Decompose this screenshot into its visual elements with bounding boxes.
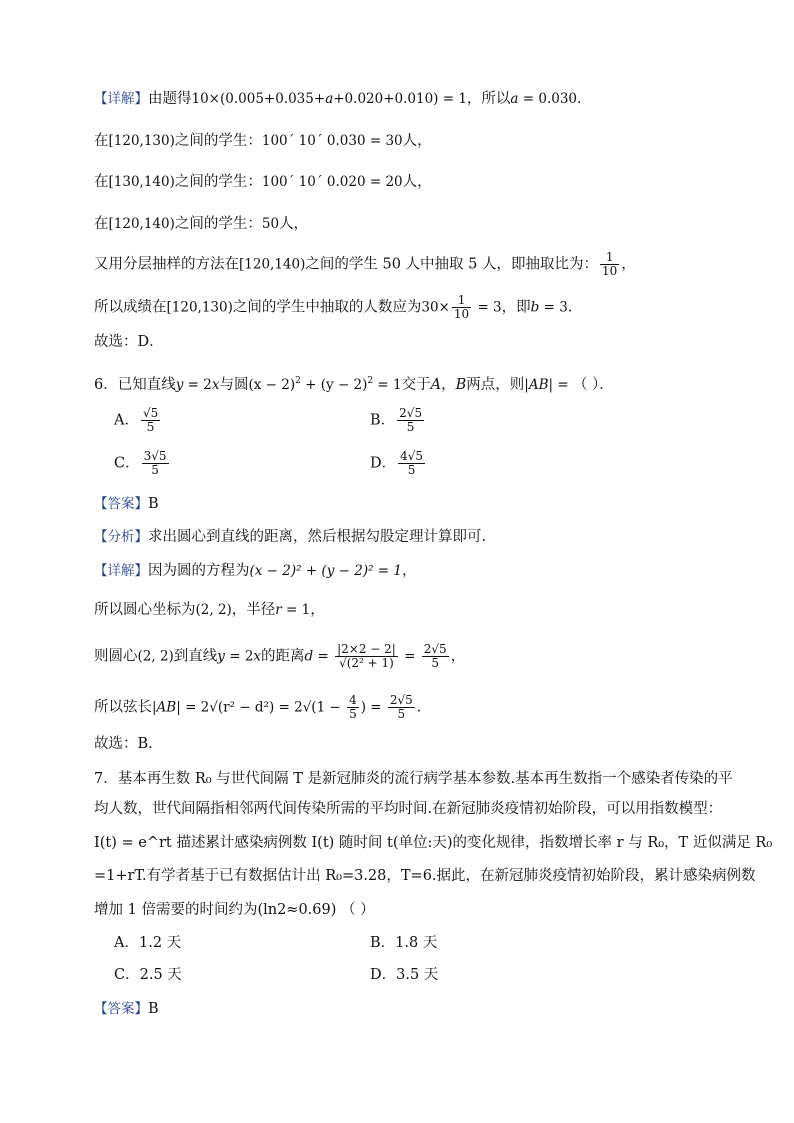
text: 在 (94, 133, 109, 149)
text: 之间的学生： (174, 133, 262, 149)
detail-6-line-2 (94, 599, 325, 621)
detail-6-line-4 (94, 694, 431, 721)
math: 50 (261, 216, 280, 232)
option-text: 1.2 天 (138, 935, 182, 951)
text: ，即 (501, 299, 531, 316)
detail-6-line-3 (94, 643, 465, 670)
text: ，半径 (231, 602, 276, 618)
fraction (397, 407, 424, 434)
text: 因为圆的方程为 (148, 563, 250, 579)
question-6-option-d (370, 450, 427, 477)
math-var: r (275, 602, 282, 618)
denominator: 5 (406, 420, 415, 434)
detail-line-7: 故选：D． (94, 334, 164, 350)
detail-6-line-5: 故选：B. (94, 736, 153, 752)
numerator: 2√5 (399, 406, 423, 420)
math: = 2√(r² − d²) = 2√(1 − (180, 699, 346, 716)
fraction (422, 643, 449, 670)
math: (x − 2) (248, 376, 296, 393)
text: 交于 (401, 376, 431, 393)
text: 之间的学生中抽取的人数应为 (232, 299, 422, 316)
question-6-stem (94, 370, 614, 396)
math: 10×(0.005+0.035+ (191, 91, 326, 107)
detail-line-5 (94, 251, 636, 278)
text: ， (450, 648, 466, 665)
numerator: |2×2 − 2| (337, 642, 396, 656)
text: ，所以 (466, 91, 511, 107)
math: (2, 2) (137, 648, 174, 665)
detail-line-4 (94, 213, 308, 235)
detail-6-line-1 (94, 560, 416, 582)
fraction (335, 643, 398, 670)
detail-line-1 (94, 88, 592, 110)
detail-line-3 (94, 171, 432, 193)
text: （ ）． (572, 376, 614, 393)
math: 30× (421, 299, 450, 316)
numerator: √5 (142, 406, 159, 420)
math: = 0.030 (518, 91, 578, 107)
text: 在 (94, 216, 109, 232)
answer-7-line (94, 998, 159, 1020)
numerator: 1 (452, 294, 471, 308)
math-var: a (325, 91, 334, 107)
detail-line-2 (94, 130, 432, 152)
numerator: 4 (349, 693, 357, 707)
question-7-option-b (370, 932, 437, 954)
math: + (y − 2) (300, 376, 368, 393)
text: ． (577, 91, 592, 107)
text: 所以圆心坐标为 (94, 602, 196, 618)
text: ， (441, 376, 456, 393)
text: . (567, 299, 573, 316)
answer-6-line (94, 493, 159, 515)
fraction (142, 450, 169, 477)
question-7-option-a (114, 932, 181, 954)
detail-line-6 (94, 294, 572, 321)
option-text: 3.5 天 (396, 967, 439, 983)
analysis-6-line (94, 526, 486, 548)
denominator: 5 (407, 463, 416, 477)
fraction (388, 694, 415, 721)
fraction (452, 294, 471, 321)
math-var: d (304, 648, 314, 665)
math: = 2 (183, 376, 212, 393)
denominator: 5 (431, 656, 440, 670)
superscript: 2 (367, 376, 374, 386)
text: ， (621, 256, 636, 273)
answer-value: B (148, 496, 159, 512)
math-var: A (430, 376, 442, 393)
denominator: √(2² + 1) (339, 656, 394, 670)
text: ． (416, 699, 432, 716)
math: |AB| (524, 376, 554, 393)
math: ) = (360, 699, 386, 716)
math: = 3 (539, 299, 568, 316)
question-6-option-c (114, 450, 171, 477)
question-7-line-2: 均人数，世代间隔指相邻两代间传染所需的平均时间.在新冠肺炎疫情初始阶段，可以用指数模型： (94, 801, 723, 817)
math: = (399, 648, 420, 665)
question-7-line-1: 7．基本再生数 R₀ 与世代间隔 T 是新冠肺炎的流行病学基本参数.基本再生数指一个感染者传染的平 (94, 771, 733, 787)
math-var: B (455, 376, 467, 393)
superscript: 2 (295, 376, 301, 386)
option-label: B． (370, 412, 396, 429)
question-7-line-4: =1+rT.有学者基于已有数据估计出 R₀=3.28，T=6.据此，在新冠肺炎疫情初始阶段，累计感染病例数 (94, 868, 756, 884)
interval: [120,130) (166, 299, 233, 316)
question-7-line-5: 增加 1 倍需要的时间约为(ln2≈0.69) （ ） (94, 902, 375, 918)
question-6-option-a (114, 407, 162, 434)
question-7-line-3: I(t) = e^rt 描述累计感染病例数 I(t) 随时间 t(单位:天)的变化规律，指数增长率 r 与 R₀，T 近似满足 R₀ (94, 835, 773, 851)
math: +0.020+0.010) = 1 (333, 91, 467, 107)
fraction (600, 251, 619, 278)
analysis-text: 求出圆心到直线的距离，然后根据勾股定理计算即可. (148, 529, 487, 545)
text: 所以弦长 (94, 699, 152, 716)
option-label: A． (114, 412, 139, 429)
question-7-option-c (114, 964, 182, 986)
math: (2, 2) (195, 602, 232, 618)
math: = (313, 648, 334, 665)
text: 人， (402, 174, 432, 190)
numerator: 2√5 (423, 642, 447, 656)
option-label: A． (114, 935, 139, 951)
denominator: 5 (146, 420, 155, 434)
interval: [120,130) (108, 133, 175, 149)
text: 两点，则 (466, 376, 525, 393)
math: = 2 (224, 648, 254, 665)
denominator: 5 (349, 707, 357, 721)
math: = 1 (281, 602, 311, 618)
math-var: y (217, 648, 225, 665)
option-label: C． (114, 455, 140, 472)
denominator: 10 (453, 307, 470, 321)
math: (x − 2)² + (y − 2)² = 1 (249, 563, 402, 579)
text: 之间的学生 50 人中抽取 5 人，即抽取比为： (305, 256, 598, 273)
text: 则圆心 (94, 648, 138, 665)
option-label: D． (370, 455, 397, 472)
math: 100´ 10´ 0.020 = 20 (261, 174, 403, 190)
analysis-tag: 【分析】 (94, 529, 148, 545)
numerator: 2√5 (389, 693, 413, 707)
option-text: 1.8 天 (395, 935, 438, 951)
numerator: 1 (600, 251, 619, 265)
math: = 3 (473, 299, 502, 316)
math-var: x (253, 648, 262, 665)
text: 人， (402, 133, 432, 149)
interval: [120,140) (108, 216, 175, 232)
text: 所以成绩在 (94, 299, 167, 316)
numerator: 4√5 (400, 449, 424, 463)
denominator: 5 (151, 463, 159, 477)
fraction (398, 450, 425, 477)
interval: [120,140) (239, 256, 306, 273)
option-label: D． (370, 967, 397, 983)
text: 与圆 (219, 376, 249, 393)
math: = (553, 376, 573, 393)
answer-tag: 【答案】 (94, 496, 148, 512)
denominator: 5 (397, 707, 406, 721)
numerator: 3√5 (143, 449, 167, 463)
math: = 1 (373, 376, 402, 393)
math-var: y (175, 376, 184, 393)
option-label: C． (114, 967, 140, 983)
interval: [130,140) (108, 174, 175, 190)
text: 6．已知直线 (94, 376, 176, 393)
fraction (347, 694, 359, 721)
detail-tag: 【详解】 (94, 91, 148, 107)
text: 到直线 (173, 648, 218, 665)
math-var: b (530, 299, 540, 316)
text: 之间的学生： (174, 174, 262, 190)
fraction (141, 407, 160, 434)
text: 由题得 (148, 91, 192, 107)
text: 在 (94, 174, 109, 190)
text: 又用分层抽样的方法在 (94, 256, 239, 273)
text: 之间的学生： (174, 216, 262, 232)
denominator: 10 (602, 264, 618, 278)
text: 人， (279, 216, 309, 232)
math-var: x (211, 376, 220, 393)
text: ， (401, 563, 417, 579)
math-var: a (510, 91, 519, 107)
answer-tag: 【答案】 (94, 1001, 148, 1017)
option-text: 2.5 天 (139, 967, 182, 983)
answer-value: B (148, 1001, 159, 1017)
question-6-option-b (370, 407, 426, 434)
math: |AB| (152, 699, 181, 716)
detail-tag: 【详解】 (94, 563, 148, 579)
text: 的距离 (261, 648, 305, 665)
option-label: B． (370, 935, 396, 951)
question-7-option-d (370, 964, 438, 986)
text: ， (310, 602, 325, 618)
math: 100´ 10´ 0.030 = 30 (261, 133, 403, 149)
